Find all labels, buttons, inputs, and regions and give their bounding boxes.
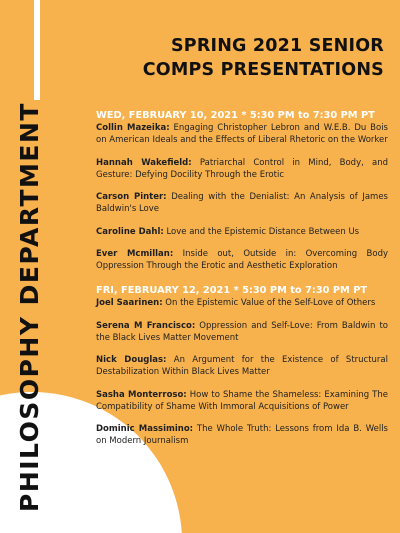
presenter-name: Dominic Massimino: (96, 424, 194, 434)
presenter-name: Nick Douglas: (96, 355, 167, 365)
presenter-name: Sasha Monterroso: (96, 389, 187, 400)
talk-title: Inside out, Outside in: Overcoming Body Oppression Through the Erotic and Aesthetic Exploration (96, 249, 388, 271)
talk-title: The Whole Truth: Lessons from Ida B. Wells on Modern Journalism (96, 424, 388, 446)
talk-item (96, 191, 388, 215)
department-title: PHILOSOPHY DEPARTMENT (15, 102, 44, 512)
talk-item (96, 423, 388, 447)
presenter-name: Ever Mcmillan: (96, 249, 174, 259)
talk-item (96, 122, 388, 146)
presenter-name: Carson Pinter: (96, 192, 167, 202)
talk-title: Oppression and Self-Love: From Baldwin to the Black Lives Matter Movement (96, 320, 388, 343)
presenter-name: Hannah Wakefield: (96, 157, 192, 168)
page-heading (143, 34, 384, 82)
talk-item (96, 320, 388, 344)
session-friday (96, 284, 388, 447)
presenter-name: Joel Saarinen: (96, 298, 163, 308)
talk-item (96, 389, 388, 413)
white-stripe-decoration (34, 0, 40, 100)
talk-title: Engaging Christopher Lebron and W.E.B. Du Bois on American Ideals and the Effects of Liberal Rhetoric on the Worker (96, 123, 388, 145)
talk-item (96, 354, 388, 378)
talk-title: Dealing with the Denialist: An Analysis of James Baldwin's Love (96, 192, 388, 214)
presenter-name: Collin Mazeika: (96, 123, 170, 133)
talk-title: Love and the Epistemic Distance Between Us (163, 226, 360, 237)
presenter-name: Caroline Dahl: (96, 226, 164, 237)
session-wednesday (96, 109, 388, 272)
presenter-name: Serena M Francisco: (96, 320, 196, 331)
talk-title: On the Epistemic Value of the Self-Love of Others (162, 298, 376, 308)
talk-item (96, 226, 388, 238)
heading-line-1: SPRING 2021 SENIOR (171, 36, 384, 56)
talk-item (96, 248, 388, 272)
talk-title: An Argument for the Existence of Structural Destabilization Within Black Lives Matter (96, 355, 388, 377)
session-date: WED, FEBRUARY 10, 2021 * 5:30 PM to 7:30 PM PT (96, 110, 375, 121)
talk-item (96, 297, 388, 309)
schedule (96, 109, 388, 447)
talk-title: Patriarchal Control in Mind, Body, and Gesture: Defying Docility Through the Erotic (96, 157, 388, 180)
talk-title: How to Shame the Shameless: Examining The Compatibility of Shame With Immoral Acquisitions of Power (96, 389, 388, 412)
session-date: FRI, FEBRUARY 12, 2021 * 5:30 PM to 7:30 PM PT (96, 285, 368, 296)
heading-line-2: COMPS PRESENTATIONS (142, 60, 384, 80)
talk-item (96, 157, 388, 181)
